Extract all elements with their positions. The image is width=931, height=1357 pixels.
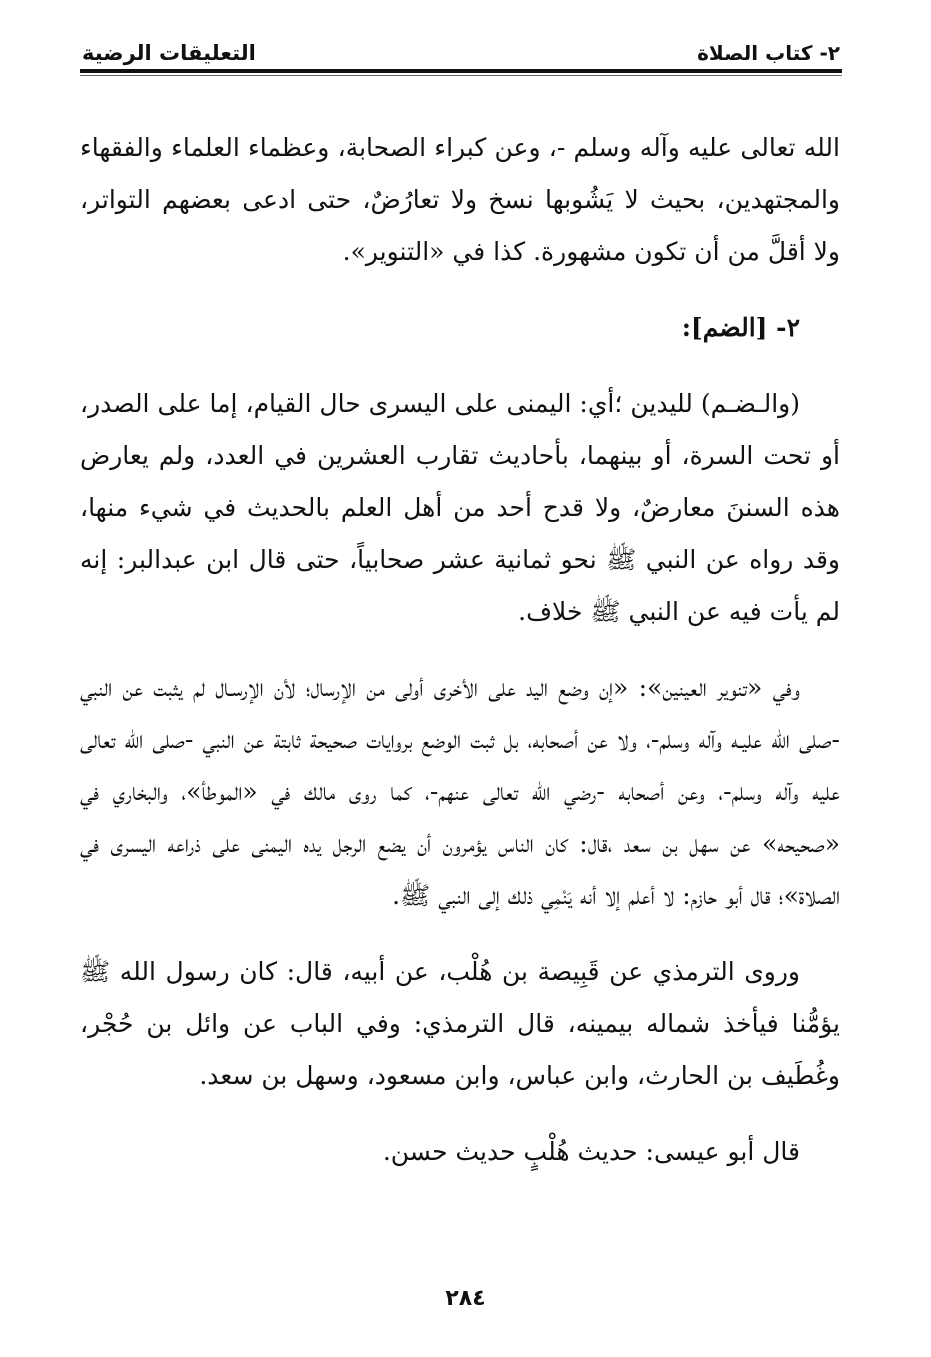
book-title: التعليقات الرضية (82, 41, 256, 65)
header-rule-thin (80, 75, 842, 76)
section-heading: ٢- [الضم]: (681, 313, 800, 342)
page-number: ٢٨٤ (445, 1286, 486, 1311)
paragraph-tanwir: وفي «تنوير العينين»: «إن وضع اليد على الأخرى أولى من الإرسال؛ لأن الإرسـال لم يثبت عن النبي -صلى الله عليـه وآله وسلم-، ولا عن أصحابه، بل ثبت الوضع بروايات صحيحة ثابتة عن النبي -صلى الله تعالى عليه وآله وسلم-، وعن أصحابه -رضي الله تعالى عنهم-، كما روى مالك في «الموطأ»، والبخاري في «صحيحه» عن سهل بن سعد ،قال: كان الناس يؤمرون أن يضع الرجل يده اليمنى على ذراعه اليسرى في الصلاة»؛ قال أبو حازم: لا أعلم إلا أنه يَنْمِي ذلك إلى النبي ﷺ. (80, 673, 840, 910)
body-text (80, 122, 840, 1178)
paragraph-dam: (والـضـم) لليدين ؛أي: اليمنى على اليسرى حال القيام، إما على الصدر، أو تحت السرة، أو بينهما، بأحاديث تقارب العشرين في العدد، ولم يعارض هذه السننَ معارضٌ، ولا قدح أحد من أهل العلم بالحديث في شيء منها، وقد رواه عن النبي ﷺ نحو ثمانية عشر صحابياً، حتى قال ابن عبدالبر: إنه لم يأت فيه عن النبي ﷺ خلاف. (80, 389, 840, 626)
header-rule (80, 69, 842, 73)
paragraph-continuation: الله تعالى عليه وآله وسلم -، وعن كبراء الصحابة، وعظماء العلماء والفقهاء والمجتهدين، بحيث لا يَشُوبها نسخ ولا تعارُضٌ، حتى ادعى بعضهم التواتر، ولا أقلَّ من أن تكون مشهورة. كذا في «التنوير». (80, 133, 841, 266)
paragraph-abu-isa: قال أبو عيسى: حديث هُلْبٍ حديث حسن. (382, 1137, 800, 1166)
paragraph-tirmidhi: وروى الترمذي عن قَبِيصة بن هُلْب، عن أبيه، قال: كان رسول الله ﷺ يؤمُّنا فيأخذ شماله بيمينه، قال الترمذي: وفي الباب عن وائل بن حُجْر، وغُطَيف بن الحارث، وابن عباس، وابن مسعود، وسهل بن سعد. (80, 957, 840, 1090)
chapter-title: ٢- كتاب الصلاة (697, 41, 840, 65)
running-header (82, 38, 840, 68)
